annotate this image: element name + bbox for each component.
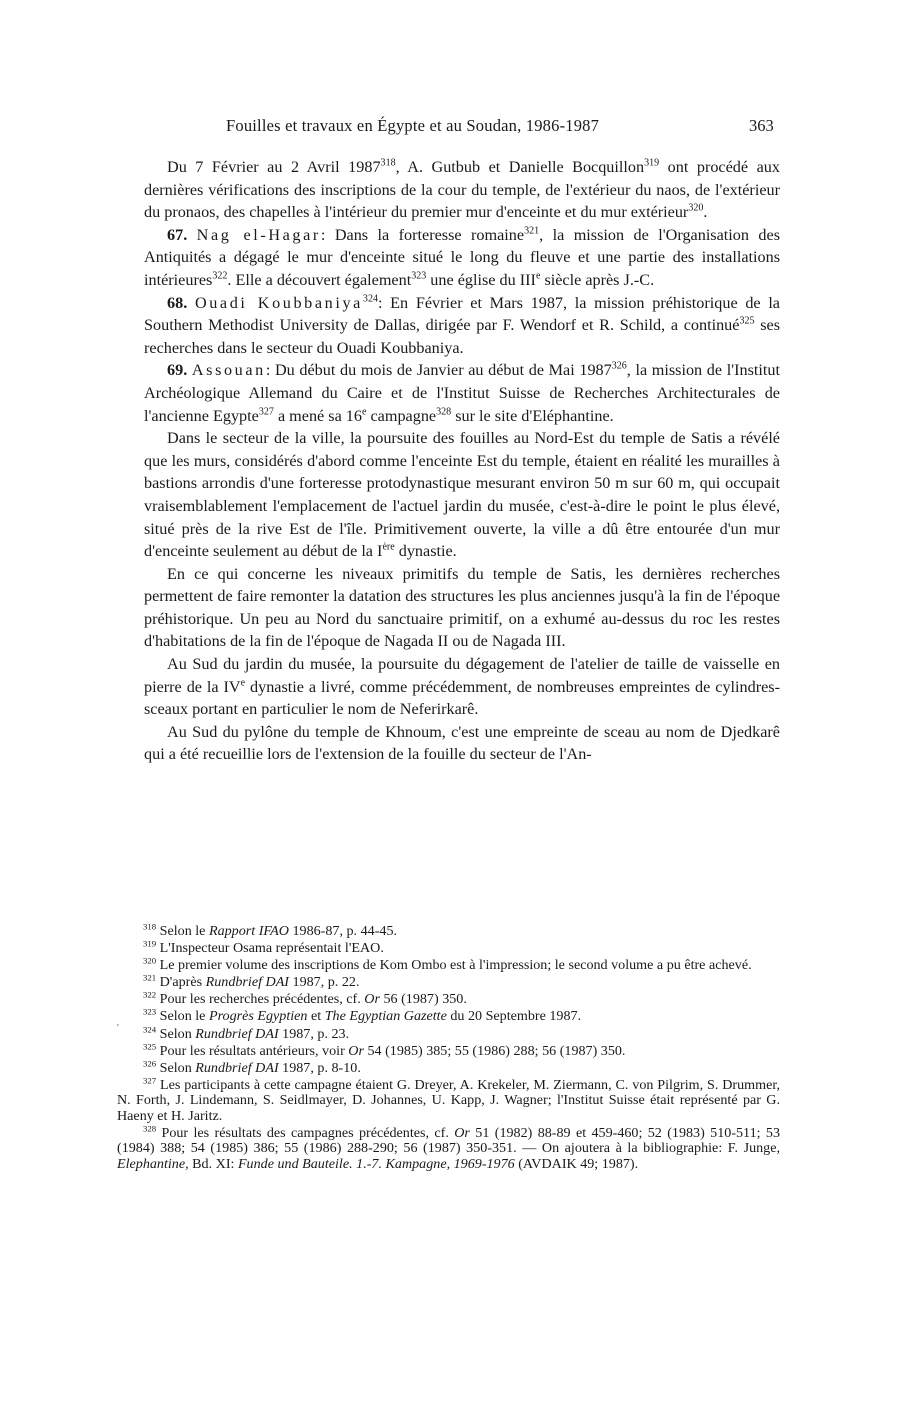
paragraph: Au Sud du pylône du temple de Khnoum, c'est une empreinte de sceau au nom de Djedkarê qui a été recueillie lors de l'extension de la fouille du secteur de l'An- — [144, 722, 780, 764]
footnote-ref[interactable]: 326 — [611, 360, 627, 372]
section-69: 69. Assouan: Du début du mois de Janvier au début de Mai 1987$^{326}$, la mission de l'Institut Archéologique Allemand du Caire et de l'Institut Suisse de Recherches Architecturales de l'ancienne Egypte$^{327}$ a mené sa 16e campagne$^{328}$ sur le site d'Eléphantine. — [144, 360, 780, 425]
paragraph: Dans le secteur de la ville, la poursuite des fouilles au Nord-Est du temple de Satis a révélé que les murs, considérés d'abord comme l'enceinte Est du temple, étaient en réalité les murailles à bastions arrondis d'une forteresse protodynastique mesurant environ 50 m sur 60 m, qui occupait vraisemblablement l'emplacement de l'actuel jardin du musée, c'est-à-dire le point le plus élevé, situé près de la rive Est de l'île. Primitivement ouverte, la ville a dû être entourée d'un mur d'enceinte seulement au début de la Ière dynastie. — [144, 429, 780, 561]
footnote-ref[interactable]: 327 — [258, 406, 274, 418]
place-name: Nag el-Hagar — [196, 225, 321, 244]
footnote-324: $^{324}$ Selon Rundbrief DAI 1987, p. 23. — [143, 1023, 350, 1042]
footnote-ref[interactable]: 328 — [436, 406, 452, 418]
footnote-320: $^{320}$ Le premier volume des inscriptions de Kom Ombo est à l'impression; le second volume a pu être achevé. — [143, 955, 752, 974]
footnote-319: $^{319}$ L'Inspecteur Osama représentait l'EAO. — [143, 938, 384, 957]
paragraph: Au Sud du jardin du musée, la poursuite du dégagement de l'atelier de taille de vaisselle en pierre de la IVe dynastie a livré, comme précédemment, de nombreuses empreintes de cylindres-sceaux portant en particulier le nom de Neferirkarê. — [144, 655, 780, 719]
section-number: 69. — [167, 361, 188, 380]
section-68: 68. Ouadi Koubbaniya$^{324}$: En Février et Mars 1987, la mission préhistorique de la Southern Methodist University de Dallas, dirigée par F. Wendorf et R. Schild, a continué$^{325}$ ses recherches dans le secteur du Ouadi Koubbaniya. — [144, 293, 780, 357]
section-number: 67. — [167, 225, 188, 244]
footnote-ref[interactable]: 325 — [739, 315, 755, 327]
footnotes — [117, 921, 781, 1174]
footnote-328: $^{328}$ Pour les résultats des campagnes précédentes, cf. Or 51 (1982) 88-89 et 459-460; 52 (1983) 510-511; 53 (1984) 388; 54 (1985) 386; 55 (1986) 288-290; 56 (1987) 350-351. — On ajoutera à la bibliographie: F. Junge, Elephantine, Bd. XI: Funde und Bauteile. 1.-7. Kampagne, 1969-1976 (AVDAIK 49; 1987). — [117, 1123, 781, 1172]
running-header — [0, 116, 906, 140]
footnote-ref[interactable]: 318 — [380, 157, 396, 169]
footnote-ref[interactable]: 322 — [212, 270, 228, 282]
section-67: 67. Nag el-Hagar: Dans la forteresse romaine$^{321}$, la mission de l'Organisation des Antiquités a dégagé le mur d'enceinte situé le long du fleuve et une partie des installations intérieures$^{322}$. Elle a découvert également$^{323}$ une église du IIIe siècle après J.-C. — [144, 225, 780, 289]
footnote-ref[interactable]: 324 — [362, 293, 378, 305]
footnote-ref[interactable]: 319 — [644, 157, 660, 169]
paragraph: En ce qui concerne les niveaux primitifs du temple de Satis, les dernières recherches permettent de faire remonter la datation des structures les plus anciennes jusqu'à la fin de l'époque préhistorique. Un peu au Nord du sanctuaire primitif, on a exhumé au-dessus du roc les restes d'habitations de la fin de l'époque de Nagada II ou de Nagada III. — [144, 564, 780, 651]
page-number: 363 — [749, 116, 774, 135]
running-title: Fouilles et travaux en Égypte et au Soudan, 1986-1987 — [226, 116, 600, 135]
footnote-318: $^{318}$ Selon le Rapport IFAO 1986-87, p. 44-45. — [143, 921, 398, 939]
footnote-326: $^{326}$ Selon Rundbrief DAI 1987, p. 8-10. — [143, 1058, 361, 1076]
place-name: Ouadi Koubbaniya — [194, 293, 363, 312]
footnote-ref[interactable]: 320 — [688, 202, 704, 214]
footnote-325: $^{325}$ Pour les résultats antérieurs, voir Or 54 (1985) 385; 55 (1986) 288; 56 (1987) 350. — [143, 1040, 626, 1059]
footnote-ref[interactable]: 321 — [524, 225, 540, 237]
footnote-323: $^{323}$ Selon le Progrès Egyptien et The Egyptian Gazette du 20 Septembre 1987. — [143, 1006, 582, 1025]
main-text — [144, 156, 780, 766]
place-name: Assouan — [191, 361, 266, 380]
margin-mark: ' — [117, 1023, 119, 1034]
footnote-322: $^{322}$ Pour les recherches précédentes, cf. Or 56 (1987) 350. — [143, 989, 467, 1008]
paragraph: Du 7 Février au 2 Avril 1987$^{318}$, A. Gutbub et Danielle Bocquillon$^{319}$ ont procédé aux dernières vérifications des inscriptions de la cour du temple, de l'extérieur du naos, de l'extérieur du pronaos, des chapelles à l'intérieur du premier mur d'enceinte et du mur extérieur$^{320}$. — [144, 157, 780, 222]
footnote-327: $^{327}$ Les participants à cette campagne étaient G. Dreyer, A. Krekeler, M. Ziermann, C. von Pilgrim, S. Drummer, N. Forth, J. Lindemann, S. Seidlmayer, D. Johannes, U. Kapp, J. Wagner; l'Institut Suisse était représenté par G. Haeny et H. Jaritz. — [117, 1075, 780, 1124]
section-number: 68. — [167, 293, 188, 312]
footnote-ref[interactable]: 323 — [411, 270, 427, 282]
footnote-321: $^{321}$ D'après Rundbrief DAI 1987, p. 22. — [143, 972, 360, 991]
